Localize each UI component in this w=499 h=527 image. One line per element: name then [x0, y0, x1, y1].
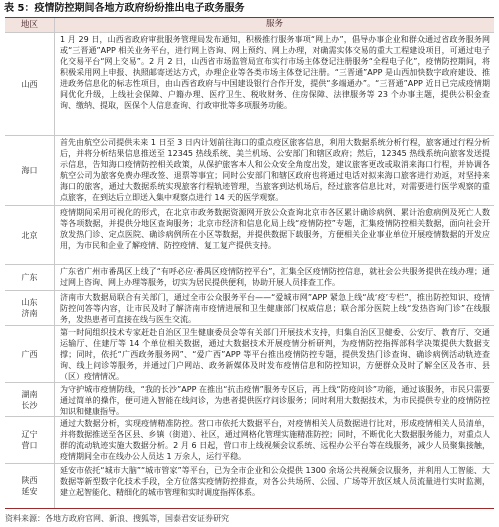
service-cell: 第一时间组织技术专家赶赴自治区卫生健康委员会等有关部门开展技术支持，归集自治区卫健委、公安厅、教育厅、交通运输厅、住建厅等 14 个单位相关数据，通过大数据技术开展疫情分析研判，为疫情防控指挥部科学决策提供大数据支撑；同时，依托“广西政务服务网”、“爱广西”APP 等平台推出疫情防控专题，提供发热门诊查询、确诊病例活动轨迹查询、线上问诊等服务，并通过门户网站、政务新媒体及时发布疫情信息和防控知识，方便群众及时了解全区及各市、县（区）疫情情况。: [60, 328, 490, 381]
e-gov-services-table: [5, 17, 494, 509]
service-cell: 为守护城市疫情防线，“我的长沙”APP 在推出“抗击疫情”服务专区后，再上线“防疫问诊”功能，通过该服务，市民只需要通过简单的操作，便可进入智能在线问诊，为患者提供医疗问诊服务；同时利用大数据技术，为市民提供专业的疫情防控知识和健康指导。: [60, 385, 490, 416]
region-cell: 辽宁 营口: [5, 417, 55, 463]
header-region: 地区: [5, 18, 55, 32]
table-title: 表 5：疫情防控期间各地方政府纷纷推出电子政务服务: [4, 3, 245, 14]
table-row: [5, 382, 494, 416]
table-row: [5, 32, 494, 135]
region-cell: 湖南 长沙: [5, 383, 55, 416]
service-cell: 济南市大数据局联合有关部门，通过全市公众服务平台——“爱城市网”APP 紧急上线“战‘疫’专栏”，推出防控知识、疫情防控问答等内容，让市民及时了解济南市疫情进展和卫生健康部门权威信息；联合部分医院上线“发热咨询门诊”在线服务，发热患者可直接在线与医生交流。: [60, 293, 490, 324]
region-cell: 广西: [5, 326, 55, 382]
region-cell: 海口: [5, 136, 55, 205]
service-cell: 广东省广州市番禺区上线了“有呼必应·番禺区疫情防控平台”，汇集全区疫情防控信息，就社会公共服务提供在线办理；通过网上咨询、网上办理等服务，切实为居民提供便利，协助开展人员排查工作。: [60, 267, 490, 287]
service-cell: 首先由航空公司提供未来 1 日至 3 日内计划前往海口的重点疫区旅客信息，利用大数据系统分析行程，旅客通过行程分析后，并将分析结果信息推送至 12345 热线系统、美兰机场、公安部门和辖区政府；然后，12345 热线系统向旅客发送提示信息，告知海口疫情防控相关政策，从保护旅客本人和公众安全角度出发，建议旅客更改或取消来海口行程，并协调各航空公司为旅客免费办理改签、退票等事宜；同时公安部门和辖区政府也将通过电话对拟来海口旅客进行劝返，对坚持来海口的旅客，通过大数据系统实现旅客行程轨迹管理，当旅客到达机场后，经过旅客信息比对，对需要进行医学观察的重点旅客，在到达后立即送入集中观察点进行 14 天的医学观察。: [60, 138, 490, 202]
region-cell: 山东 济南: [5, 291, 55, 325]
service-cell: 通过大数据分析，实现疫情精准防控。营口市依托大数据平台，对疫情相关人员数据进行比对，形成疫情相关人员清单，并将数据推送至各区县、乡镇（街道）、社区，通过网格化管理实施精准防控；同时，不断优化大数据服务能力，对重点人群的流动轨迹实施大数据分析。2 月 6 日起，营口市上线视频会议系统、远程办公平台等在线服务，减少人员聚集接触，疫情期间全市在线办公人员达 1 万余人，运行平稳。: [60, 419, 490, 461]
table-row: [5, 205, 494, 264]
source-note: 资料来源：各地方政府官网、新浪、搜狐等，国泰君安证券研究: [5, 514, 229, 523]
table-row: [5, 264, 494, 290]
service-cell: 延安市依托“城市大脑”“城市管家”等平台，已为全市企业和公众提供 1300 余场公共视频会议服务，并利用人工智能、大数据等新型数字化技术手段，全方位落实疫情防控排查，对各公共场所、公园、广场等开放区域人员流量进行实时监测，建立起智能化、精细化的城市管理和实时调度指挥体系。: [60, 466, 490, 497]
service-cell: 疫情期间采用可视化的形式，在北京市政务数据资源网开放公众查询北京市各区累计确诊病例、累计治愈病例及死亡人数等各项数据，并提供分地区查询服务；北京市经济和信息化局上线“疫情防控”专题，汇集疫情防控相关数据，面向社会开放发热门诊、定点医院、确诊病例所在小区等数据，并提供数据下载服务，方便相关企业事业单位开展疫情数据的开发应用，为市民和企业了解疫情、防控疫情、复工复产提供支持。: [60, 208, 490, 250]
header-service: 服务: [265, 19, 283, 29]
table-row: [5, 463, 494, 508]
table-row: [5, 416, 494, 463]
region-cell: 广东: [5, 265, 55, 290]
region-cell: 山西: [5, 33, 55, 135]
table-row: [5, 290, 494, 325]
region-cell: 陕西 延安: [5, 464, 55, 508]
region-cell: 北京: [5, 206, 55, 264]
table-header-row: [5, 18, 494, 32]
table-row: [5, 135, 494, 205]
table-row: [5, 325, 494, 382]
service-cell: 1 月 29 日，山西省政府审批服务管理局发布通知，积极推行服务事项“网上办”，倡导办事企业和群众通过省政务服务网或“三晋通”APP 相关业务平台，进行网上咨询、网上预约、网上办理，对确需实体交易的重大工程建设项目，可通过电子化交易平台“网上交易”。2 月 2 日，山西省市场监管局宣布实行市场主体登记注册服务“全程电子化”，疫情防控期间，将积极采用网上申报、执照邮寄送达方式，办理企业等各类市场主体登记注册。“三晋通”APP 是山西加快数字政府建设、推进政务信息化的标志性项目，由山西省政府与中国建设银行合作开发，提供“多端通办”。“三晋通”APP 近日已完成疫情期间优化升级，上线社会保障、户籍办理、医疗卫生、税收财务、住房保障、法律服务等 23 个办事主题，提供公积金查询、缴纳、提取，医保个人信息查询、行政审批等多项服务功能。: [60, 35, 490, 110]
